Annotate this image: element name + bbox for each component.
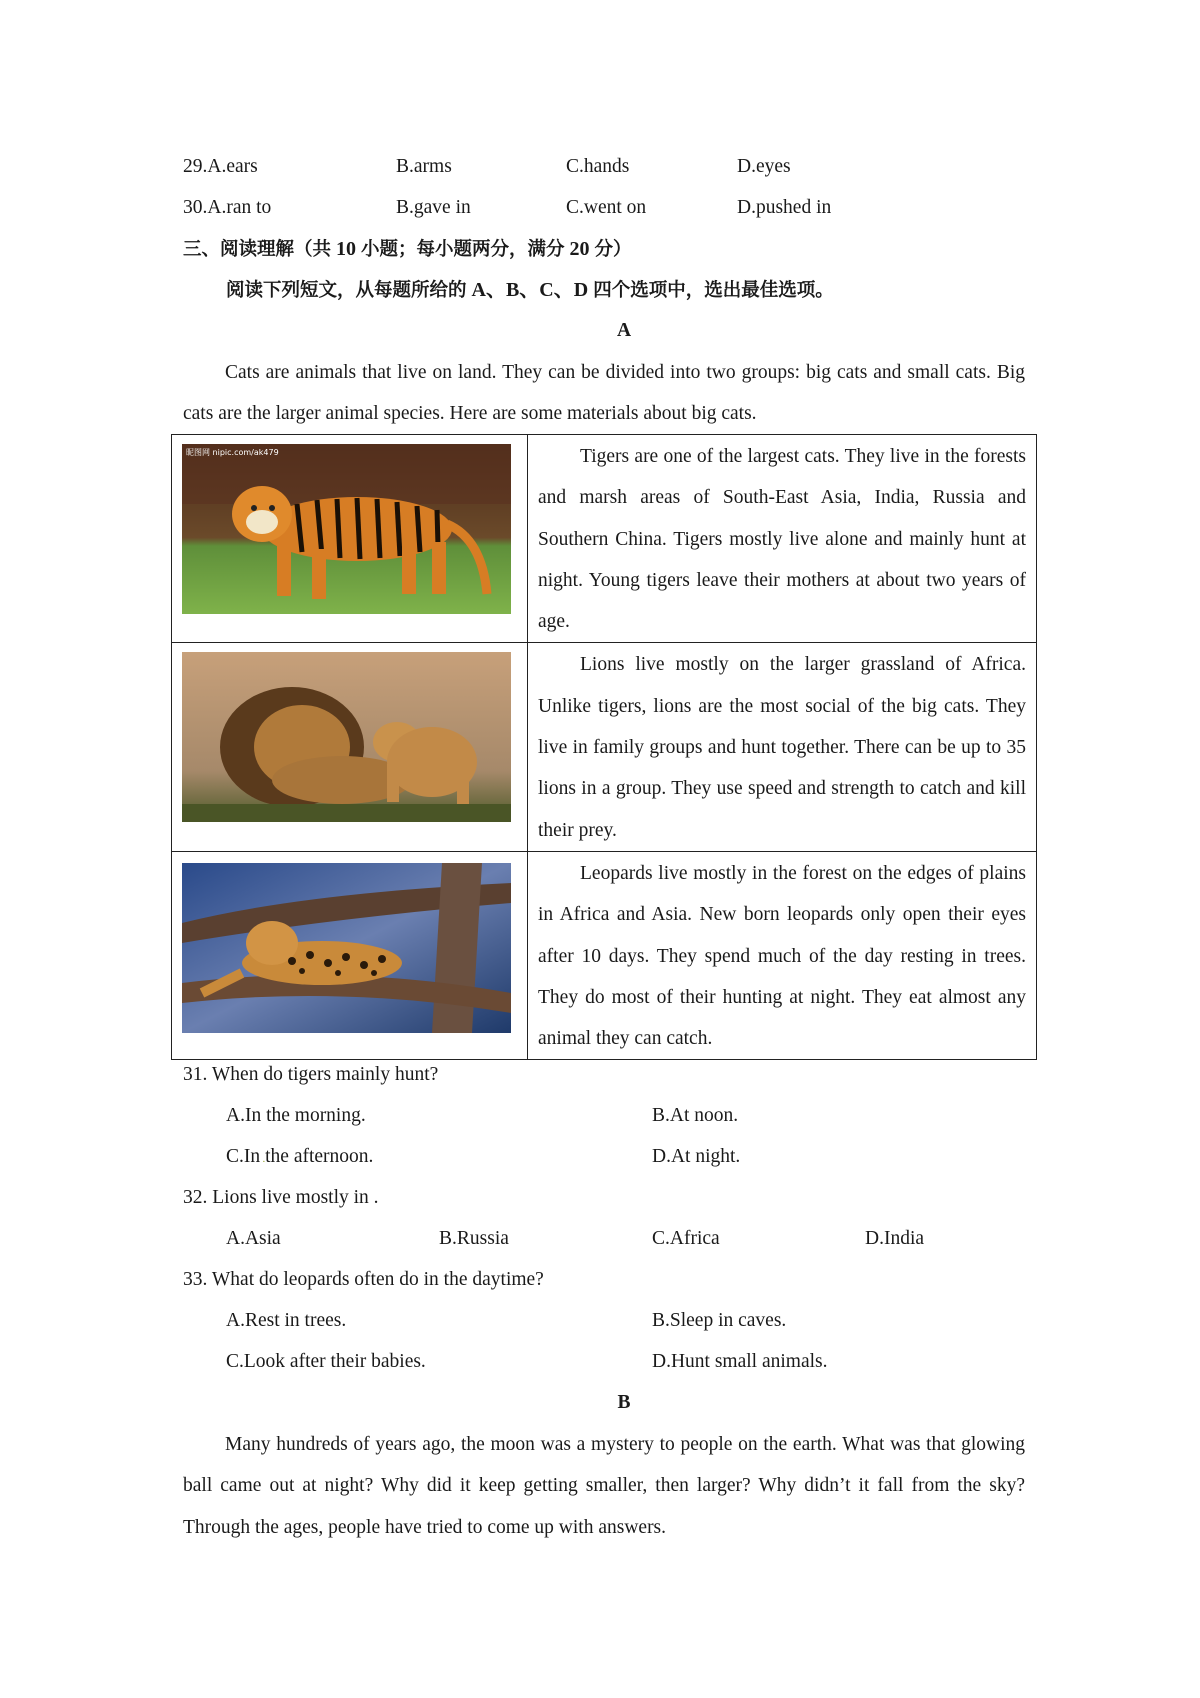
- question-number: 30.: [183, 197, 208, 218]
- option-a: A.In the morning.: [226, 1105, 366, 1126]
- passage-a-intro: Cats are animals that live on land. They can be divided into two groups: big cats and small cats. Big cats are the larger animal species. Here are some materials about big cats.: [183, 362, 1025, 425]
- option-d: D.At night.: [652, 1146, 741, 1167]
- text-cell: [528, 643, 1037, 851]
- image-cell: [172, 435, 528, 643]
- image-cell: [172, 643, 528, 851]
- question-29: [183, 155, 258, 179]
- question-number: 29.: [183, 156, 208, 177]
- option-b: B.Sleep in caves.: [652, 1310, 787, 1331]
- leopard-photo: [182, 863, 511, 1033]
- lion-image: [182, 652, 511, 822]
- question-31-stem: 31. When do tigers mainly hunt?: [183, 1064, 439, 1085]
- option-c: C.In .the afternoon.: [226, 1146, 374, 1167]
- passage-a-heading: A: [616, 320, 632, 341]
- question-33-stem: 33. What do leopards often do in the daytime?: [183, 1269, 544, 1290]
- option-a: A.Rest in trees.: [226, 1310, 347, 1331]
- image-cell: [172, 851, 528, 1059]
- leopard-description: Leopards live mostly in the forest on the edges of plains in Africa and Asia. New born leopards only open their eyes after 10 days. They spend much of the day resting in trees. They do most of their hunting at night. They eat almost any animal they can catch.: [538, 862, 1026, 1050]
- table-row: [172, 435, 1037, 643]
- option-d: D.Hunt small animals.: [652, 1351, 828, 1372]
- option-b: B.At noon.: [652, 1105, 739, 1126]
- section-title: 三、阅读理解（共 10 小题；每小题两分，满分 20 分）: [183, 238, 632, 260]
- lion-description: Lions live mostly on the larger grassland of Africa. Unlike tigers, lions are the most social of the big cats. They live in family groups and hunt together. There can be up to 35 lions in a group. They use speed and strength to catch and kill their prey.: [538, 654, 1026, 841]
- leopard-image: [182, 863, 511, 1033]
- table-row: [172, 851, 1037, 1059]
- table-row: [172, 643, 1037, 851]
- option-a: A.ears: [207, 156, 258, 177]
- section-instruction: 阅读下列短文，从每题所给的 A、B、C、D 四个选项中，选出最佳选项。: [226, 279, 834, 301]
- option-a: A.Asia: [226, 1228, 281, 1249]
- option-c: C.Look after their babies.: [226, 1351, 426, 1372]
- option-d: D.eyes: [737, 156, 791, 177]
- question-32-stem: 32. Lions live mostly in .: [183, 1187, 379, 1208]
- passage-b-heading: B: [617, 1392, 631, 1413]
- text-cell: [528, 851, 1037, 1059]
- big-cats-table: [171, 434, 1037, 1060]
- text-cell: [528, 435, 1037, 643]
- option-d: D.India: [865, 1228, 925, 1249]
- watermark-text: 昵图网 nipic.com/ak479: [186, 448, 279, 457]
- option-b: B.gave in: [396, 197, 471, 218]
- option-c: C.Africa: [652, 1228, 720, 1249]
- option-c: C.went on: [566, 197, 647, 218]
- option-a: A.ran to: [207, 197, 272, 218]
- question-30: [183, 196, 271, 220]
- tiger-image: [182, 444, 511, 614]
- option-c: C.hands: [566, 156, 630, 177]
- lion-photo: [182, 652, 511, 822]
- tiger-description: Tigers are one of the largest cats. They live in the forests and marsh areas of South-East Asia, India, Russia and Southern China. Tigers mostly live alone and mainly hunt at night. Young tigers leave their mothers at about two years of age.: [538, 446, 1026, 633]
- option-d: D.pushed in: [737, 197, 832, 218]
- tiger-photo: [182, 444, 511, 614]
- passage-b-intro: Many hundreds of years ago, the moon was a mystery to people on the earth. What was that glowing ball came out at night? Why did it keep getting smaller, then larger? Why didn’t it fall from the sky? Through the ages, people have tried to come up with answers.: [183, 1434, 1025, 1538]
- option-b: B.arms: [396, 156, 452, 177]
- option-b: B.Russia: [439, 1228, 509, 1249]
